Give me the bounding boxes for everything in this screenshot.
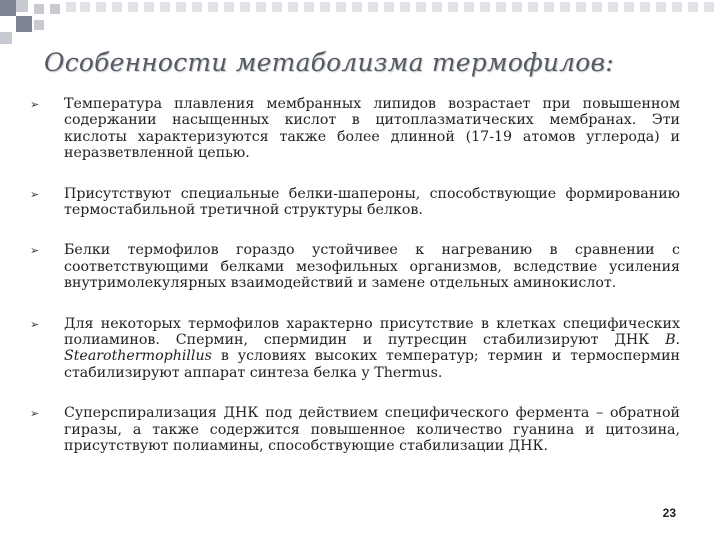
decor-square [352, 2, 362, 12]
decor-square [400, 2, 410, 12]
decor-square [80, 2, 90, 12]
text-segment: в условиях высоких температур; термин и термоспермин стабилизируют аппарат синтеза белка у Thermus. [64, 348, 680, 381]
decor-square [704, 2, 714, 12]
decor-square [288, 2, 298, 12]
decor-square [496, 2, 506, 12]
list-item [30, 316, 680, 382]
decor-square [176, 2, 186, 12]
decor-square [592, 2, 602, 12]
decor-square [144, 2, 154, 12]
bullet-list [30, 96, 680, 479]
decor-square [576, 2, 586, 12]
decor-square [512, 2, 522, 12]
decor-square [96, 2, 106, 12]
text-segment: Для некоторых термофилов характерно присутствие в клетках специфических полиаминов. Спермин, спермидин и путресцин стабилизируют ДНК [64, 315, 680, 349]
list-item-text: Температура плавления мембранных липидов возрастает при повышенном содержании насыщенных кислот в цитоплазматических мембранах. Эти кислоты характеризуются также более длинной (17-19 атомов углерода) и неразветвленной цепью. [64, 96, 680, 162]
list-item [30, 405, 680, 454]
decor-square [304, 2, 314, 12]
decor-square [16, 16, 32, 32]
decor-square [384, 2, 394, 12]
decor-square [0, 0, 16, 16]
page-number: 23 [662, 506, 676, 520]
decor-square [624, 2, 634, 12]
decor-square [240, 2, 250, 12]
arrow-bullet-icon: ➢ [30, 98, 40, 111]
list-item [30, 186, 680, 219]
list-item [30, 96, 680, 162]
decor-square [464, 2, 474, 12]
decor-square [0, 32, 12, 44]
decor-square [192, 2, 202, 12]
decor-square [320, 2, 330, 12]
list-item [30, 242, 680, 291]
decor-square [336, 2, 346, 12]
arrow-bullet-icon: ➢ [30, 187, 40, 201]
arrow-bullet-icon: ➢ [30, 317, 40, 331]
decor-square [560, 2, 570, 12]
list-item-text: Присутствуют специальные белки-шапероны, способствующие формированию термостабильной третичной структуры белков. [64, 185, 680, 219]
arrow-bullet-icon: ➢ [30, 244, 40, 258]
slide-title: Особенности метаболизма термофилов: [44, 48, 614, 77]
decor-square [608, 2, 618, 12]
decor-square [528, 2, 538, 12]
decor-square [160, 2, 170, 12]
decor-square [656, 2, 666, 12]
decor-square [34, 4, 44, 14]
list-item-text: Суперспирализация ДНК под действием специфического фермента – обратной гиразы, а также содержится повышенное количество гуанина и цитозина, присутствуют полиамины, способствующие стабилизации ДНК. [64, 405, 680, 455]
arrow-bullet-icon: ➢ [30, 407, 40, 421]
decor-square [368, 2, 378, 12]
decor-square [672, 2, 682, 12]
decor-square [112, 2, 122, 12]
decor-square [66, 2, 76, 12]
decor-square [432, 2, 442, 12]
list-item-text: Белки термофилов гораздо устойчивее к нагреванию в сравнении с соответствующими белками мезофильных организмов, вследствие усиления внутримолекулярных взаимодействий и замене отдельных аминокислот. [64, 242, 680, 292]
decor-square [416, 2, 426, 12]
decor-square [448, 2, 458, 12]
decor-square [480, 2, 490, 12]
decor-square [34, 20, 44, 30]
decor-square [688, 2, 698, 12]
decor-square [16, 0, 28, 12]
decor-square [544, 2, 554, 12]
decor-square [224, 2, 234, 12]
decor-square [50, 4, 60, 14]
list-item-text [64, 316, 680, 382]
decor-square [272, 2, 282, 12]
decor-square [128, 2, 138, 12]
decor-square [208, 2, 218, 12]
species-name: B. Stearothermophillus [64, 332, 680, 365]
decor-square [640, 2, 650, 12]
decor-square [256, 2, 266, 12]
